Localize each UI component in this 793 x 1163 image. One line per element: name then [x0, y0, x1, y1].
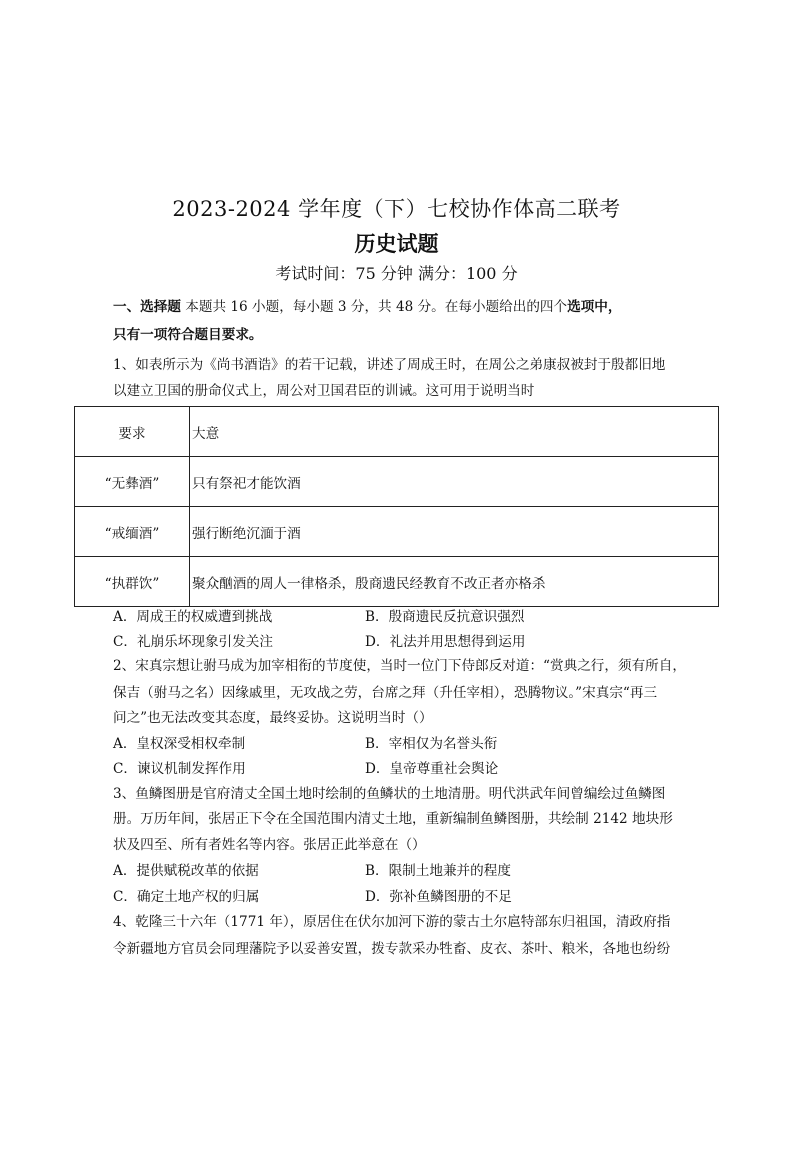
q1-stem-line1: 1、如表所示为《尚书酒诰》的若干记载，讲述了周成王时，在周公之弟康叔被封于殷都旧地 [113, 357, 666, 373]
table-cell: “执群饮” [75, 557, 190, 607]
q1-table [74, 406, 719, 607]
q2-stem-line2: 保吉（驸马之名）因缘戚里，无攻战之劳，台席之拜（升任宰相），恐腾物议。”宋真宗“再三 [113, 685, 658, 701]
q2-options-row1 [113, 735, 688, 753]
exam-title: 2023-2024 学年度（下）七校协作体高二联考 [172, 197, 621, 221]
section-heading-line1 [113, 298, 688, 316]
q3-stem-line1: 3、鱼鳞图册是官府清丈全国土地时绘制的鱼鳞状的土地清册。明代洪武年间曾编绘过鱼鳞图 [113, 786, 666, 802]
q1-option-c[interactable]: C．礼崩乐坏现象引发关注 [113, 634, 273, 650]
table-cell: “无彝酒” [75, 457, 190, 507]
q2-option-d[interactable]: D．皇帝尊重社会舆论 [365, 761, 499, 777]
q2-option-b[interactable]: B．宰相仅为名誉头衔 [365, 736, 498, 752]
q1-options-row2 [113, 633, 688, 651]
q2-option-c[interactable]: C．谏议机制发挥作用 [113, 761, 246, 777]
q2-option-a[interactable]: A．皇权深受相权牵制 [113, 736, 246, 752]
q2-stem-line3: 问之”也无法改变其态度，最终妥协。这说明当时（） [113, 710, 433, 726]
q3-option-a[interactable]: A．提供赋税改革的依据 [113, 863, 259, 879]
table-header-cell: 要求 [75, 407, 190, 457]
q3-stem-line3: 状及四至、所有者姓名等内容。张居正此举意在（） [113, 837, 426, 853]
q3-option-d[interactable]: D．弥补鱼鳞图册的不足 [365, 889, 512, 905]
q1-options-row1 [113, 608, 688, 626]
q2-options-row2 [113, 760, 688, 778]
subject-title: 历史试题 [354, 231, 439, 256]
q2-stem-line1: 2、宋真宗想让驸马成为加宰相衔的节度使，当时一位门下侍郎反对道：“赏典之行，须有所自， [113, 658, 686, 674]
q3-options-row2 [113, 888, 688, 906]
section-heading-line2: 只有一项符合题目要求。 [113, 327, 263, 343]
section-heading-label: 一、选择题 [113, 299, 181, 315]
table-row [75, 407, 719, 457]
q1-option-b[interactable]: B．殷商遗民反抗意识强烈 [365, 609, 525, 625]
q1-option-d[interactable]: D．礼法并用思想得到运用 [365, 634, 526, 650]
q3-options-row1 [113, 862, 688, 880]
section-heading-text: 本题共 16 小题，每小题 3 分，共 48 分。在每小题给出的四个 [180, 299, 568, 315]
section-heading-emphasis: 选项中， [567, 299, 622, 315]
table-cell: “戒缅酒” [75, 507, 190, 557]
q1-stem-line2: 以建立卫国的册命仪式上，周公对卫国君臣的训诫。这可用于说明当时 [113, 383, 535, 399]
q3-stem-line2: 册。万历年间，张居正下令在全国范围内清丈土地，重新编制鱼鳞图册，共绘制 2142 地块形 [113, 811, 673, 827]
q3-option-c[interactable]: C．确定土地产权的归属 [113, 889, 260, 905]
table-row [75, 457, 719, 507]
q4-stem-line2: 令新疆地方官员会同理藩院予以妥善安置，拨专款采办牲畜、皮衣、茶叶、粮米，各地也纷纷 [113, 941, 671, 957]
table-row [75, 507, 719, 557]
table-cell: 强行断绝沉湎于酒 [190, 507, 719, 557]
q3-option-b[interactable]: B．限制土地兼并的程度 [365, 863, 511, 879]
table-row [75, 557, 719, 607]
table-cell: 聚众酗酒的周人一律格杀，殷商遗民经教育不改正者亦格杀 [190, 557, 719, 607]
exam-info: 考试时间：75 分钟 满分：100 分 [275, 264, 518, 283]
q1-option-a[interactable]: A．周成王的权威遭到挑战 [113, 609, 273, 625]
table-cell: 只有祭祀才能饮酒 [190, 457, 719, 507]
q4-stem-line1: 4、乾隆三十六年（1771 年），原居住在伏尔加河下游的蒙古土尔扈特部东归祖国，清政府指 [113, 914, 671, 930]
table-header-cell: 大意 [190, 407, 719, 457]
